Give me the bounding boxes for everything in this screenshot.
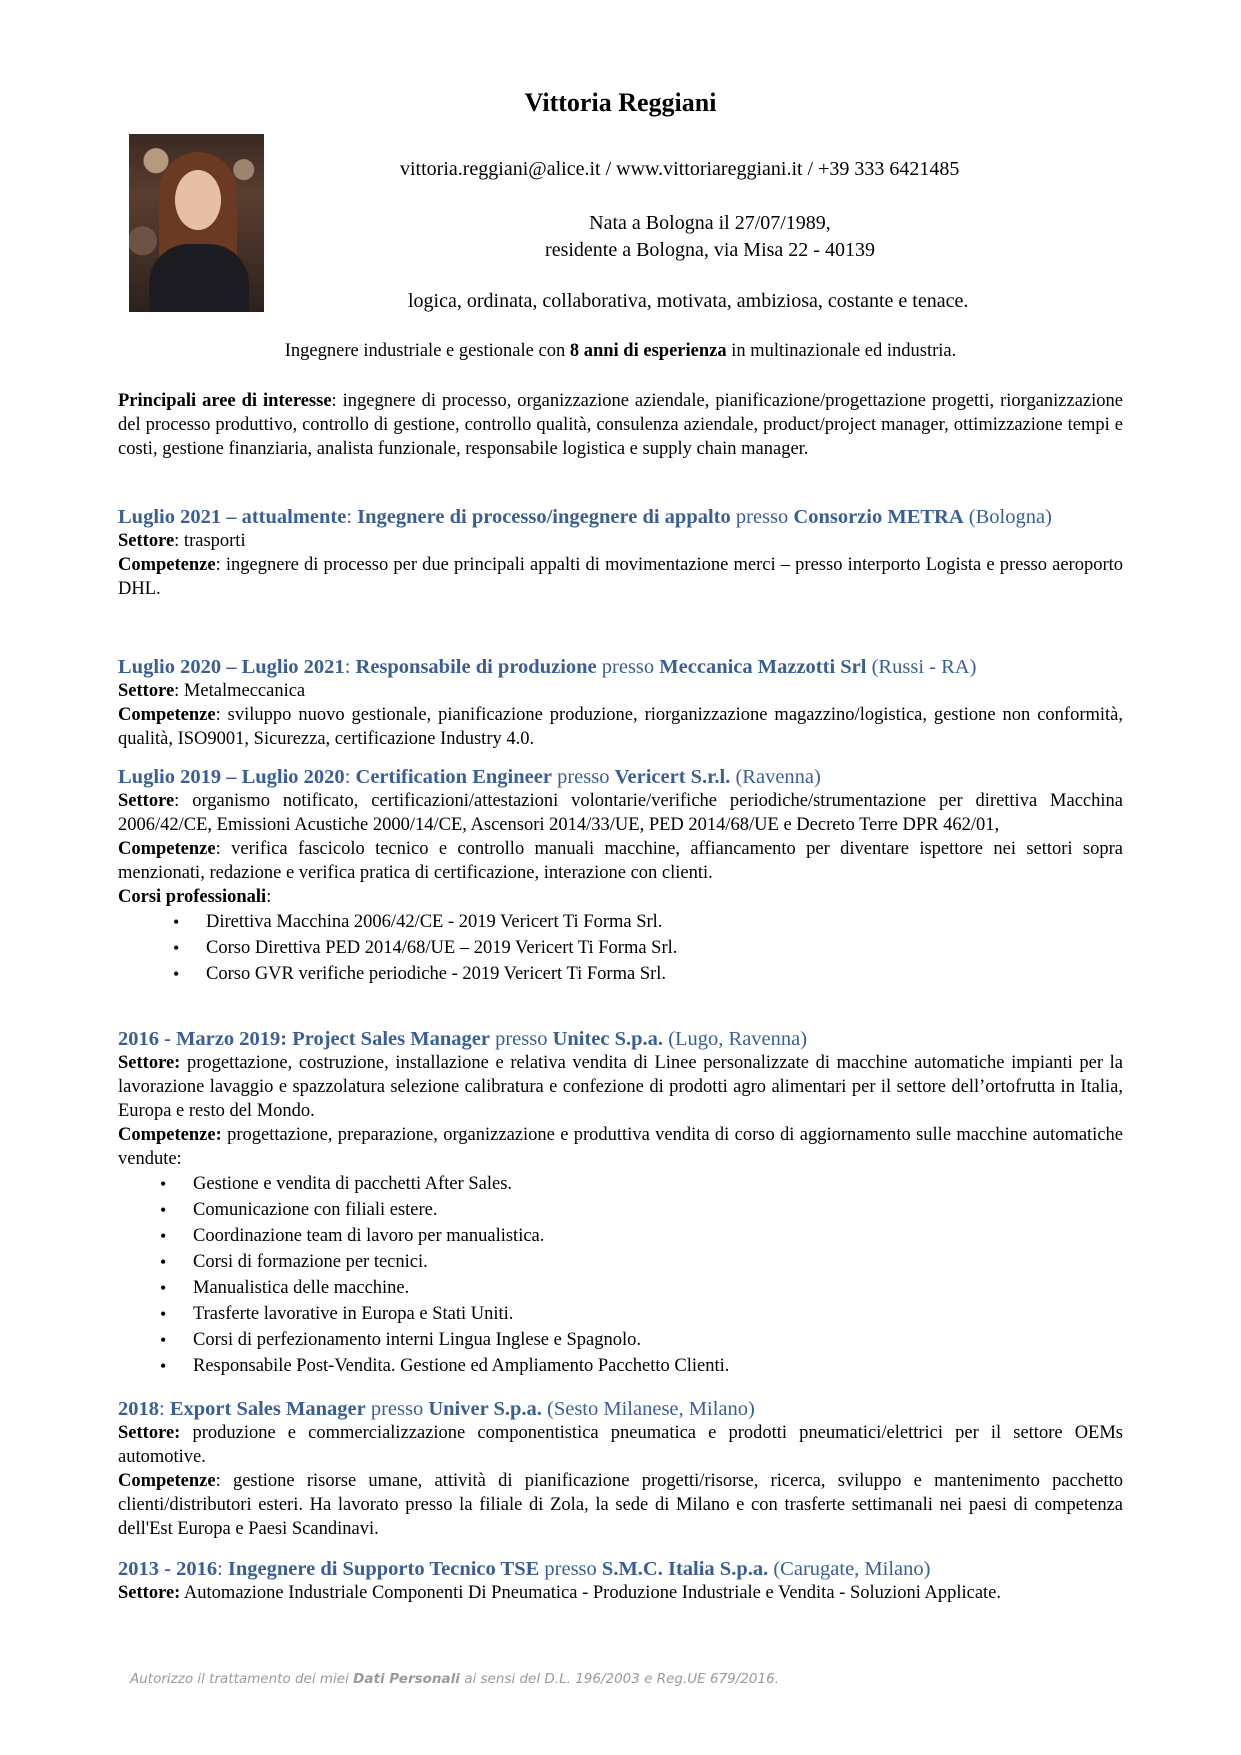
job-entry bbox=[118, 1557, 1123, 1605]
job-sector: Settore: organismo notificato, certificazioni/attestazioni volontarie/verifiche periodiche/strumentazione per direttiva Macchina 2006/42/CE, Emissioni Acustiche 2000/14/CE, Ascensori 2014/33/UE, PED 2014/68/UE e Decreto Terre DPR 462/01, bbox=[118, 791, 1123, 835]
personal-traits: logica, ordinata, collaborativa, motivata, ambiziosa, costante e tenace. bbox=[408, 290, 969, 312]
list-item: • Coordinazione team di lavoro per manualistica. bbox=[193, 1223, 1123, 1249]
job-skills: Competenze: gestione risorse umane, attività di pianificazione progetti/risorse, ricerca, sviluppo e mantenimento pacchetto clienti/distributori esteri. Ha lavorato presso la filiale di Zola, la sede di Milano e con trasferte settimanali nei paesi di competenza dell'Est Europa e Paesi Scandinavi. bbox=[118, 1471, 1123, 1539]
job-sector: Settore: produzione e commercializzazione componentistica pneumatica e prodotti pneumatici/elettrici per il settore OEMs automotive. bbox=[118, 1423, 1123, 1467]
job-skills: Competenze: verifica fascicolo tecnico e controllo manuali macchine, affiancamento per diventare ispettore nei settori sopra menzionati, redazione e verifica pratica di certificazione, interazione con clienti. bbox=[118, 839, 1123, 883]
birth-line: Nata a Bologna il 27/07/1989, bbox=[589, 212, 831, 234]
courses-list bbox=[206, 909, 1123, 987]
job-courses-label: Corsi professionali: bbox=[118, 887, 272, 907]
list-item: • Corso Direttiva PED 2014/68/UE – 2019 Vericert Ti Forma Srl. bbox=[206, 935, 1123, 961]
job-title: Luglio 2021 – attualmente: Ingegnere di processo/ingegnere di appalto presso Consorzio METRA (Bologna) bbox=[118, 506, 1052, 528]
list-item: • Corso GVR verifiche periodiche - 2019 Vericert Ti Forma Srl. bbox=[206, 961, 1123, 987]
job-entry bbox=[118, 1397, 1123, 1541]
job-skills: Competenze: sviluppo nuovo gestionale, pianificazione produzione, riorganizzazione magazzino/logistica, gestione non conformità, qualità, ISO9001, Sicurezza, certificazione Industry 4.0. bbox=[118, 705, 1123, 749]
job-skills: Competenze: ingegnere di processo per due principali appalti di movimentazione merci – presso interporto Logista e presso aeroporto DHL. bbox=[118, 555, 1123, 599]
profile-summary: Ingegnere industriale e gestionale con 8 anni di esperienza in multinazionale ed industria. bbox=[284, 341, 957, 361]
job-entry bbox=[118, 765, 1123, 987]
job-title: Luglio 2020 – Luglio 2021: Responsabile di produzione presso Meccanica Mazzotti Srl (Russi - RA) bbox=[118, 656, 977, 678]
job-sector: Settore: trasporti bbox=[118, 531, 246, 551]
skills-list bbox=[193, 1171, 1123, 1379]
birth-info bbox=[430, 210, 990, 264]
list-item: • Comunicazione con filiali estere. bbox=[193, 1197, 1123, 1223]
list-item: • Manualistica delle macchine. bbox=[193, 1275, 1123, 1301]
job-title: 2013 - 2016: Ingegnere di Supporto Tecnico TSE presso S.M.C. Italia S.p.a. (Carugate, Milano) bbox=[118, 1558, 931, 1580]
interests-text: : ingegnere di processo, organizzazione aziendale, pianificazione/progettazione progetti, riorganizzazione del processo produttivo, controllo di gestione, controllo qualità, consulenza aziendale, product/project manager, ottimizzazione tempi e costi, gestione finanziaria, analista funzionale, responsabile logistica e supply chain manager. bbox=[118, 391, 1123, 459]
list-item: • Corsi di perfezionamento interni Lingua Inglese e Spagnolo. bbox=[193, 1327, 1123, 1353]
job-entry bbox=[118, 1027, 1123, 1379]
job-title: 2016 - Marzo 2019: Project Sales Manager presso Unitec S.p.a. (Lugo, Ravenna) bbox=[118, 1028, 808, 1050]
job-title: Luglio 2019 – Luglio 2020: Certification Engineer presso Vericert S.r.l. (Ravenna) bbox=[118, 766, 821, 788]
job-sector: Settore: Metalmeccanica bbox=[118, 681, 306, 701]
privacy-footer: Autorizzo il trattamento dei miei Dati Personali ai sensi del D.L. 196/2003 e Reg.UE 679/2016. bbox=[130, 1671, 779, 1687]
job-sector: Settore: Automazione Industriale Componenti Di Pneumatica - Produzione Industriale e Vendita - Soluzioni Applicate. bbox=[118, 1583, 1002, 1603]
job-entry bbox=[118, 655, 1123, 751]
job-sector: Settore: progettazione, costruzione, installazione e relativa vendita di Linee personalizzate di macchine automatiche impianti per la lavorazione lavaggio e spazzolatura selezione calibratura e confezione di prodotti agro alimentari per il settore dell’ortofrutta in Italia, Europa e resto del Mondo. bbox=[118, 1053, 1123, 1121]
profile-photo bbox=[129, 134, 264, 312]
list-item: • Gestione e vendita di pacchetti After Sales. bbox=[193, 1171, 1123, 1197]
list-item: • Direttiva Macchina 2006/42/CE - 2019 Vericert Ti Forma Srl. bbox=[206, 909, 1123, 935]
job-title: 2018: Export Sales Manager presso Univer S.p.a. (Sesto Milanese, Milano) bbox=[118, 1398, 755, 1420]
list-item: • Trasferte lavorative in Europa e Stati Uniti. bbox=[193, 1301, 1123, 1327]
job-entry bbox=[118, 505, 1123, 601]
contact-line: vittoria.reggiani@alice.it / www.vittoriareggiani.it / +39 333 6421485 bbox=[400, 158, 960, 180]
list-item: • Corsi di formazione per tecnici. bbox=[193, 1249, 1123, 1275]
job-skills: Competenze: progettazione, preparazione, organizzazione e produttiva vendita di corso di aggiornamento sulle macchine automatiche vendute: bbox=[118, 1125, 1123, 1169]
interests-section bbox=[118, 389, 1123, 461]
candidate-name: Vittoria Reggiani bbox=[524, 88, 717, 117]
address-line: residente a Bologna, via Misa 22 - 40139 bbox=[545, 239, 875, 261]
interests-label: Principali aree di interesse bbox=[118, 391, 332, 411]
list-item: • Responsabile Post-Vendita. Gestione ed Ampliamento Pacchetto Clienti. bbox=[193, 1353, 1123, 1379]
